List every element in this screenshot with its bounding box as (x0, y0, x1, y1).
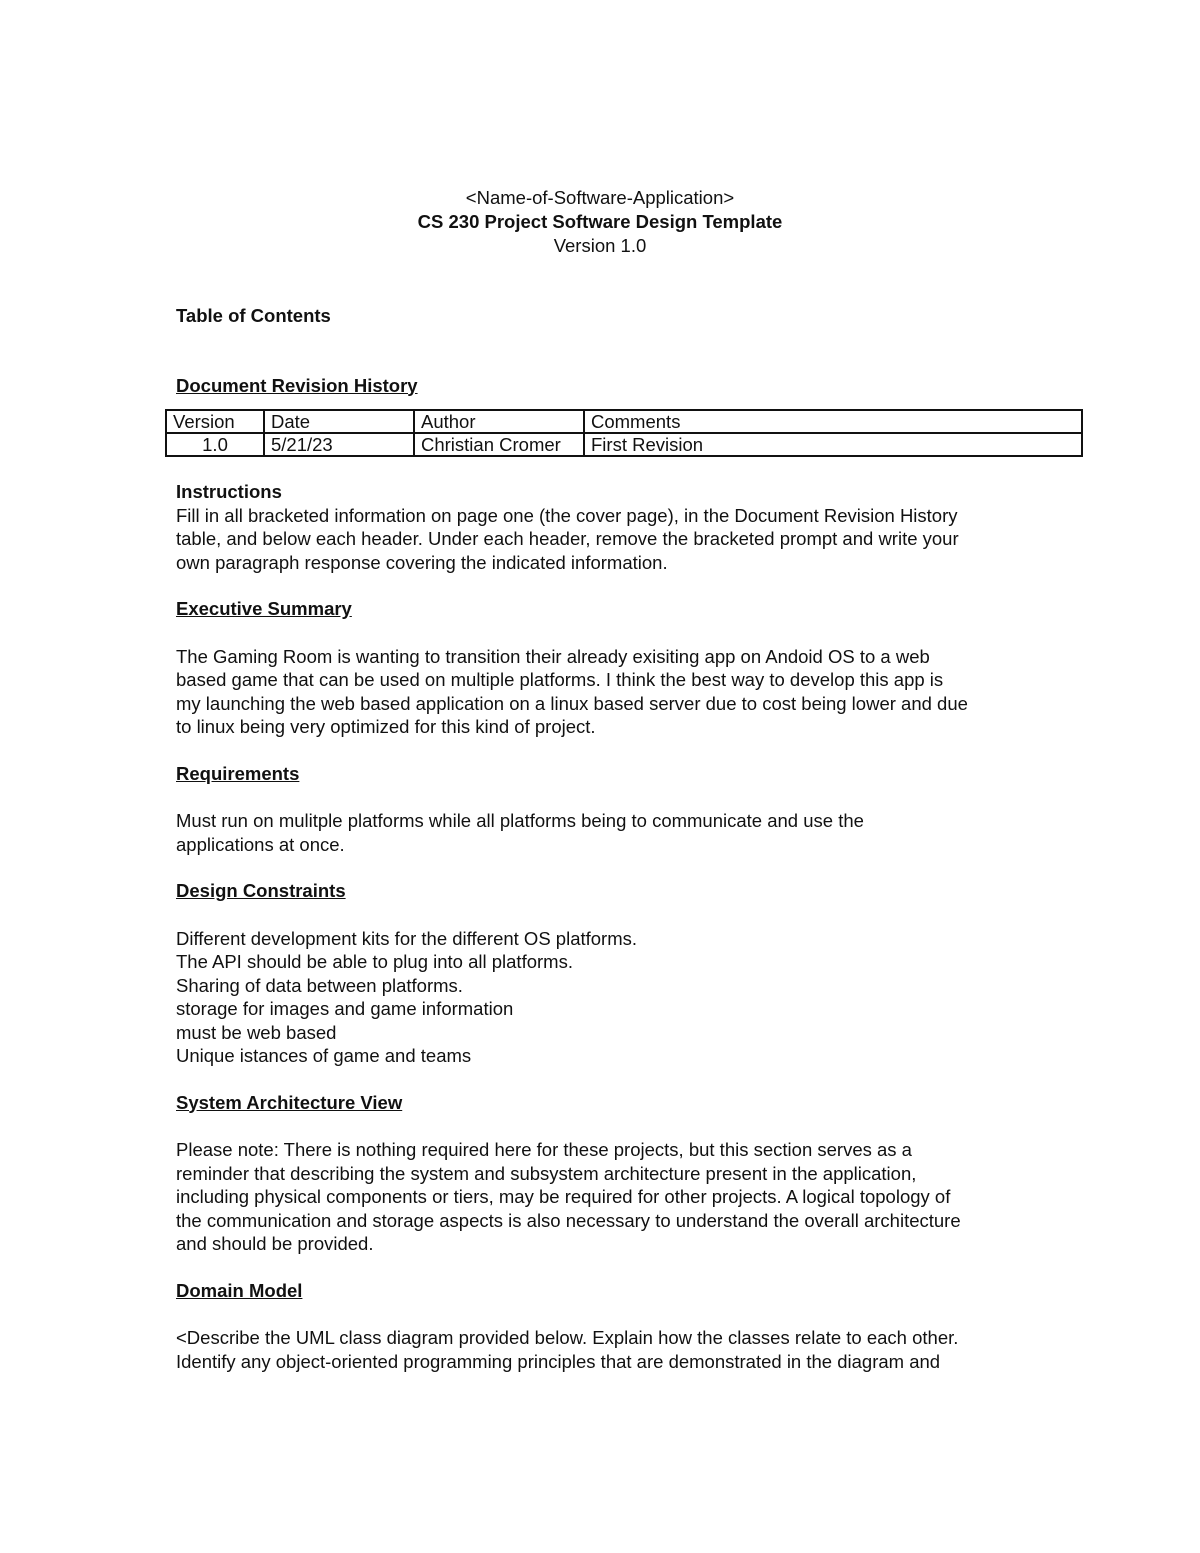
list-item: storage for images and game information (176, 998, 514, 1019)
instructions-heading: Instructions (176, 481, 282, 502)
cell-author: Christian Cromer (414, 433, 584, 456)
system-architecture-section (176, 1091, 1036, 1256)
title-block (176, 186, 1024, 258)
design-constraints-section (176, 879, 1036, 1068)
paragraph-line: The Gaming Room is wanting to transition their already exisiting app on Andoid OS to a web (176, 645, 930, 667)
document-title: CS 230 Project Software Design Template (417, 211, 783, 232)
paragraph-line: Identify any object-oriented programming principles that are demonstrated in the diagram and (176, 1350, 941, 1372)
requirements-heading: Requirements (176, 762, 300, 784)
list-item: must be web based (176, 1021, 337, 1043)
paragraph-line: <Describe the UML class diagram provided below. Explain how the classes relate to each other. (176, 1327, 959, 1348)
paragraph-line: including physical components or tiers, may be required for other projects. A logical topology of (176, 1186, 951, 1207)
instructions-section (176, 480, 1036, 574)
revision-history-heading: Document Revision History (176, 374, 418, 396)
executive-summary-section (176, 597, 1036, 739)
cell-version: 1.0 (166, 433, 264, 456)
paragraph-line: to linux being very optimized for this kind of project. (176, 716, 596, 737)
document-version: Version 1.0 (553, 235, 647, 256)
list-item: Unique istances of game and teams (176, 1045, 472, 1066)
paragraph-line: the communication and storage aspects is also necessary to understand the overall architecture (176, 1209, 961, 1231)
list-item: Different development kits for the different OS platforms. (176, 927, 638, 949)
paragraph-line: Please note: There is nothing required here for these projects, but this section serves as a (176, 1139, 912, 1160)
list-item: The API should be able to plug into all platforms. (176, 951, 573, 972)
design-constraints-heading: Design Constraints (176, 880, 346, 901)
column-header-version: Version (166, 410, 264, 433)
paragraph-line: applications at once. (176, 833, 345, 855)
column-header-date: Date (264, 410, 414, 433)
paragraph-line: reminder that describing the system and subsystem architecture present in the application, (176, 1162, 917, 1184)
domain-model-heading: Domain Model (176, 1279, 303, 1301)
document-page (173, 186, 1036, 1373)
system-architecture-heading: System Architecture View (176, 1091, 403, 1113)
table-header-row (166, 410, 1082, 433)
paragraph-line: my launching the web based application on a linux based server due to cost being lower and due (176, 692, 968, 714)
cell-date: 5/21/23 (264, 433, 414, 456)
list-item: Sharing of data between platforms. (176, 974, 463, 996)
paragraph-line: own paragraph response covering the indicated information. (176, 551, 668, 573)
table-of-contents-heading: Table of Contents (176, 305, 331, 326)
paragraph-line: Fill in all bracketed information on page one (the cover page), in the Document Revision History (176, 504, 958, 526)
column-header-comments: Comments (584, 410, 1082, 433)
app-name-placeholder: <Name-of-Software-Application> (465, 187, 735, 208)
requirements-section (176, 762, 1036, 857)
cell-comments: First Revision (584, 433, 1082, 456)
paragraph-line: Must run on mulitple platforms while all platforms being to communicate and use the (176, 810, 864, 831)
paragraph-line: and should be provided. (176, 1233, 374, 1254)
paragraph-line: table, and below each header. Under each header, remove the bracketed prompt and write your (176, 528, 959, 549)
table-row (166, 433, 1082, 456)
paragraph-line: based game that can be used on multiple platforms. I think the best way to develop this app is (176, 669, 944, 690)
domain-model-section (176, 1279, 1036, 1374)
executive-summary-heading: Executive Summary (176, 598, 352, 619)
revision-history-table (165, 409, 1083, 457)
column-header-author: Author (414, 410, 584, 433)
